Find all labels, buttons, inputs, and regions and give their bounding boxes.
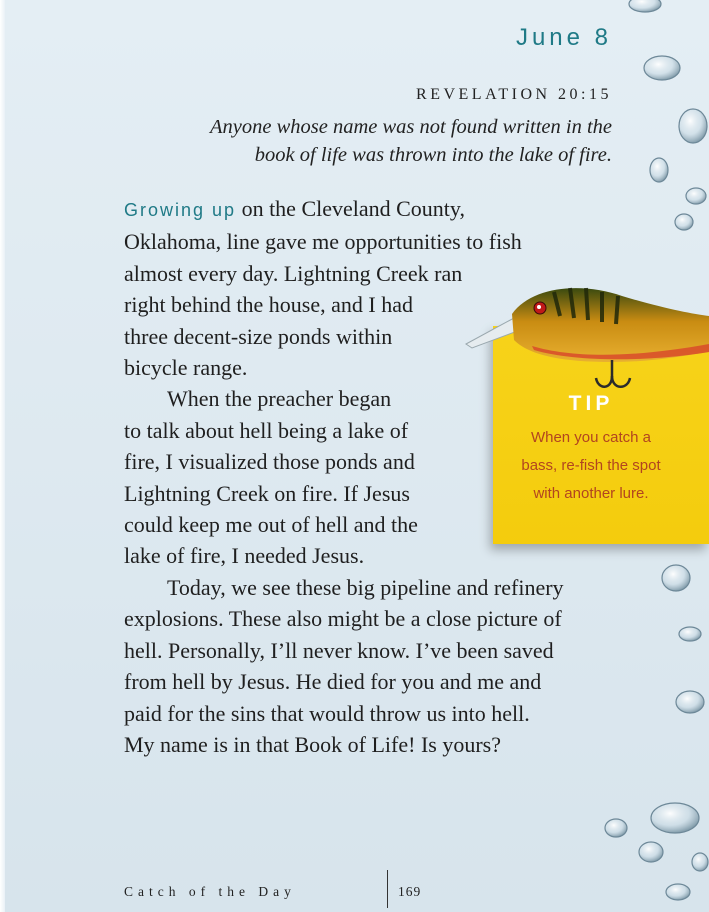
footer-divider: [387, 870, 388, 908]
body-line: hell. Personally, I’ll never know. I’ve been saved: [124, 637, 554, 663]
footer-book-title: Catch of the Day: [124, 884, 296, 899]
lead-in: Growing up: [124, 200, 237, 220]
body-line: explosions. These also might be a close picture of: [124, 606, 562, 632]
body-paragraph: [124, 572, 564, 760]
date-heading: June 8: [515, 24, 612, 51]
droplet: [692, 853, 708, 871]
droplet: [644, 56, 680, 80]
tip-line: with another lure.: [533, 485, 649, 502]
fishing-lure-icon: [462, 278, 709, 398]
body-line: Growing up on the Cleveland County,: [124, 196, 465, 221]
droplet: [651, 803, 699, 833]
body-line: lake of fire, I needed Jesus.: [124, 543, 365, 569]
droplet: [666, 884, 690, 900]
body-line: My name is in that Book of Life! Is yours?: [124, 731, 501, 757]
droplet: [605, 819, 627, 837]
droplet: [675, 214, 693, 230]
tip-title: TIP: [568, 392, 614, 415]
body-line: almost every day. Lightning Creek ran: [124, 260, 463, 286]
verse-line: Anyone whose name was not found written in the: [210, 116, 612, 138]
verse-reference: REVELATION 20:15: [416, 86, 612, 103]
tip-line: When you catch a: [530, 429, 652, 446]
body-line: Today, we see these big pipeline and refinery: [167, 574, 564, 600]
droplet: [662, 565, 690, 591]
droplet: [639, 842, 663, 862]
body-line: fire, I visualized those ponds and: [124, 449, 415, 475]
body-line: from hell by Jesus. He died for you and me and: [124, 669, 542, 695]
droplet: [679, 109, 707, 143]
tip-line: bass, re-fish the spot: [521, 457, 661, 474]
droplet: [686, 188, 706, 204]
body-line: When the preacher began: [167, 386, 392, 412]
droplet: [679, 627, 701, 641]
droplet: [629, 0, 661, 12]
verse-line: book of life was thrown into the lake of fire.: [254, 144, 612, 166]
body-line: could keep me out of hell and the: [124, 512, 418, 538]
body-line: right behind the house, and I had: [124, 292, 413, 318]
body-line: Lightning Creek on fire. If Jesus: [124, 480, 410, 506]
body-line: Oklahoma, line gave me opportunities to fish: [124, 229, 522, 255]
page-number: 169: [398, 884, 422, 899]
droplet: [650, 158, 668, 182]
body-line: three decent-size ponds within: [124, 323, 393, 349]
body-line: paid for the sins that would throw us into hell.: [124, 700, 530, 726]
body-line: bicycle range.: [124, 355, 248, 381]
verse-text: [152, 113, 612, 169]
tip-text: [503, 424, 679, 508]
droplet: [676, 691, 704, 713]
body-line: to talk about hell being a lake of: [124, 417, 409, 443]
